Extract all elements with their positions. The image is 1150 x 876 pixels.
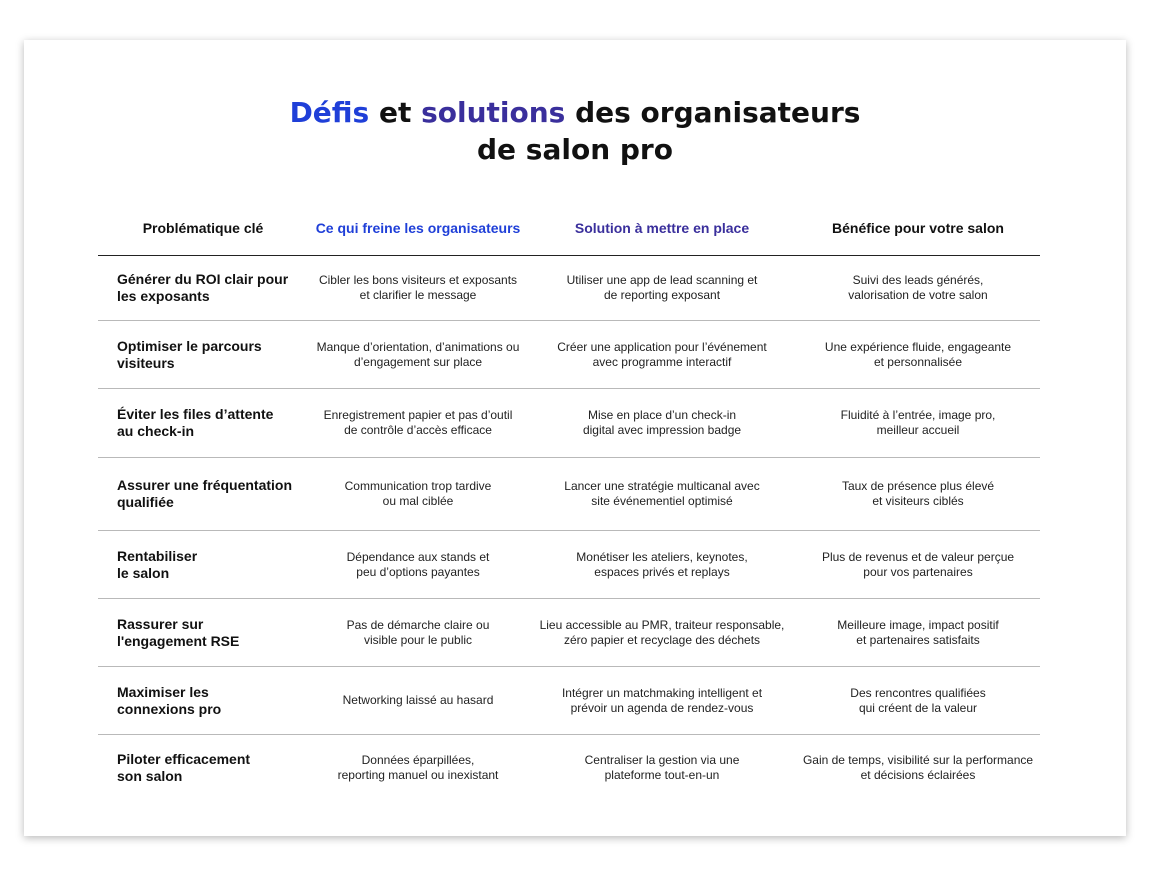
page-title	[24, 94, 1126, 168]
row-solution: Mise en place d’un check-in digital avec impression badge	[582, 408, 742, 437]
row-problem: Maximiser les connexions pro	[117, 683, 222, 717]
row-solution: Utiliser une app de lead scanning et de reporting exposant	[566, 273, 758, 302]
row-obstacle: Networking laissé au hasard	[342, 693, 494, 707]
row-solution: Intégrer un matchmaking intelligent et prévoir un agenda de rendez-vous	[561, 685, 763, 715]
row-benefit: Meilleure image, impact positif et partenaires satisfaits	[837, 617, 999, 647]
row-obstacle: Manque d’orientation, d’animations ou d’engagement sur place	[316, 339, 520, 369]
row-obstacle: Cibler les bons visiteurs et exposants et clarifier le message	[318, 273, 518, 302]
row-solution: Lieu accessible au PMR, traiteur responsable, zéro papier et recyclage des déchets	[539, 617, 785, 647]
row-benefit: Taux de présence plus élevé et visiteurs ciblés	[841, 479, 995, 508]
table-row	[98, 667, 1040, 735]
row-problem: Rassurer sur l'engagement RSE	[117, 615, 240, 649]
row-obstacle: Dépendance aux stands et peu d’options payantes	[346, 549, 490, 579]
row-problem: Assurer une fréquentation qualifiée	[117, 477, 293, 510]
table-row	[98, 389, 1040, 458]
challenges-table	[98, 200, 1040, 801]
table-row	[98, 458, 1040, 531]
row-solution: Monétiser les ateliers, keynotes, espaces privés et replays	[576, 549, 748, 579]
header-solution: Solution à mettre en place	[574, 219, 750, 236]
title-line2: de salon pro	[477, 133, 673, 166]
row-problem: Rentabiliser le salon	[117, 547, 198, 581]
row-problem: Générer du ROI clair pour les exposants	[117, 271, 289, 304]
header-obstacle: Ce qui freine les organisateurs	[315, 219, 521, 236]
title-word-et: et	[369, 96, 422, 129]
row-obstacle: Communication trop tardive ou mal ciblée	[344, 479, 492, 508]
row-benefit: Gain de temps, visibilité sur la performance et décisions éclairées	[802, 753, 1034, 782]
row-solution: Lancer une stratégie multicanal avec site événementiel optimisé	[564, 479, 760, 508]
header-benefit: Bénéfice pour votre salon	[832, 219, 1004, 236]
row-benefit: Suivi des leads générés, valorisation de votre salon	[848, 273, 988, 302]
title-line1-rest: des organisateurs	[565, 96, 861, 129]
row-problem: Éviter les files d’attente au check-in	[117, 406, 274, 439]
row-benefit: Des rencontres qualifiées qui créent de la valeur	[850, 685, 986, 715]
row-solution: Créer une application pour l’événement avec programme interactif	[557, 339, 767, 369]
row-benefit: Une expérience fluide, engageante et personnalisée	[824, 339, 1012, 369]
infographic-card	[24, 40, 1126, 836]
row-obstacle: Données éparpillées, reporting manuel ou inexistant	[337, 753, 499, 782]
row-solution: Centraliser la gestion via une plateforme tout-en-un	[584, 753, 740, 782]
row-obstacle: Pas de démarche claire ou visible pour le public	[346, 617, 490, 647]
title-word-solutions: solutions	[421, 96, 566, 129]
row-problem: Piloter efficacement son salon	[117, 751, 251, 784]
title-word-defis: Défis	[289, 96, 370, 129]
table-header	[98, 200, 1040, 256]
row-benefit: Fluidité à l’entrée, image pro, meilleur accueil	[840, 408, 996, 437]
table-row	[98, 256, 1040, 321]
row-obstacle: Enregistrement papier et pas d’outil de contrôle d’accès efficace	[323, 408, 513, 437]
row-benefit: Plus de revenus et de valeur perçue pour vos partenaires	[821, 549, 1015, 579]
table-row	[98, 531, 1040, 599]
table-row	[98, 735, 1040, 801]
row-problem: Optimiser le parcours visiteurs	[117, 337, 262, 371]
table-row	[98, 321, 1040, 389]
table-row	[98, 599, 1040, 667]
header-problem: Problématique clé	[142, 219, 264, 236]
